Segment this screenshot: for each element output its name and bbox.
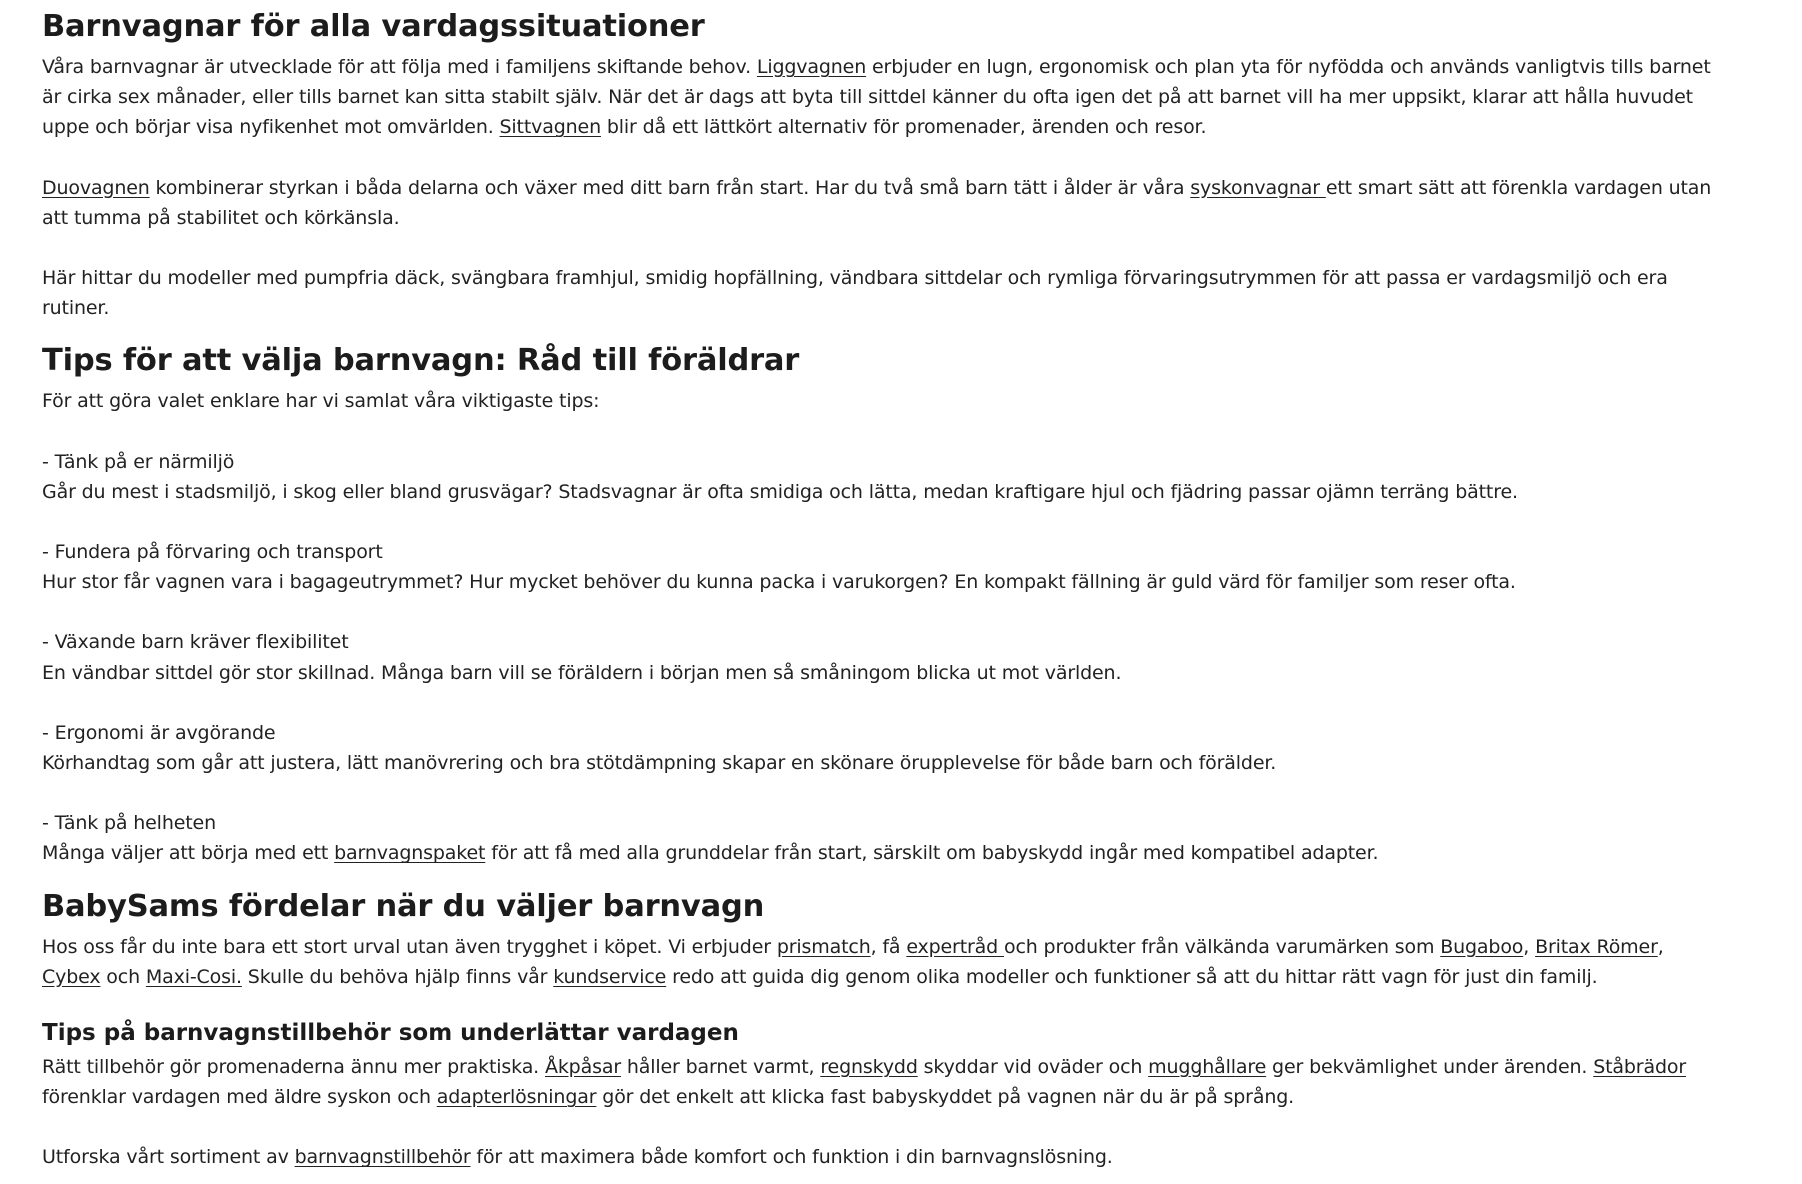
paragraph-intro: Våra barnvagnar är utvecklade för att följa med i familjens skiftande behov. Liggvagnen erbjuder en lugn, ergonomisk och plan yta för nyfödda och används vanligtvis tills barnet är cirka sex månader, eller tills barnet kan sitta stabilt själv. När det är dags att byta till sittdel känner du ofta igen det på att barnet vill ha mer uppsikt, klarar att hålla huvudet uppe och börjar visa nyfikenhet mot omvärlden. Sittvagnen blir då ett lättkört alternativ för promenader, ärenden och resor. xyxy=(42,56,1711,139)
link-barnvagnspaket[interactable]: barnvagnspaket xyxy=(334,842,486,865)
link-maxi-cosi[interactable]: Maxi-Cosi. xyxy=(145,965,242,988)
link-duovagnen[interactable]: Duovagnen xyxy=(42,176,150,199)
tips-intro: För att göra valet enklare har vi samlat våra viktigaste tips: xyxy=(42,390,600,413)
tip-text: Körhandtag som går att justera, lätt manövrering och bra stötdämpning skapar en skönare örupplevelse för både barn och förälder. xyxy=(42,752,1277,775)
link-cybex[interactable]: Cybex xyxy=(42,965,101,988)
link-liggvagnen[interactable]: Liggvagnen xyxy=(756,56,867,78)
paragraph-duovagn: Duovagnen kombinerar styrkan i båda delarna och växer med ditt barn från start. Har du två små barn tätt i ålder är våra syskonvagnar ett smart sätt att förenkla vardagen utan att tumma på stabilitet och körkänsla. xyxy=(42,176,1712,229)
link-britax-romer[interactable]: Britax Römer xyxy=(1535,935,1658,958)
link-mugghallare[interactable]: mugghållare xyxy=(1148,1056,1267,1079)
tip-title: - Fundera på förvaring och transport xyxy=(42,541,383,564)
paragraph-utforska: Utforska vårt sortiment av barnvagnstillbehör för att maximera både komfort och funktion i din barnvagnslösning. xyxy=(42,1146,1113,1169)
link-akpasar[interactable]: Åkpåsar xyxy=(544,1056,621,1079)
tip-title: - Tänk på er närmiljö xyxy=(42,450,235,473)
tip-text: Går du mest i stadsmiljö, i skog eller bland grusvägar? Stadsvagnar är ofta smidiga och lätta, medan kraftigare hjul och fjädring passar ojämn terräng bättre. xyxy=(42,480,1518,503)
link-syskonvagnar[interactable]: syskonvagnar xyxy=(1190,176,1326,199)
tip-text: Många väljer att börja med ett barnvagnspaket för att få med alla grunddelar från start, särskilt om babyskydd ingår med kompatibel adapter. xyxy=(42,842,1379,865)
link-prismatch[interactable]: prismatch xyxy=(776,935,871,958)
tip-title: - Tänk på helheten xyxy=(42,812,216,835)
paragraph-features: Här hittar du modeller med pumpfria däck, svängbara framhjul, smidig hopfällning, vändbara sittdelar och rymliga förvaringsutrymmen för att passa er vardagsmiljö och era rutiner. xyxy=(42,267,1668,320)
link-stabrador[interactable]: Ståbrädor xyxy=(1593,1056,1687,1079)
section-heading-tips: Tips för att välja barnvagn: Råd till föräldrar xyxy=(42,343,800,379)
tip-text: En vändbar sittdel gör stor skillnad. Många barn vill se föräldern i början men så småningom blicka ut mot världen. xyxy=(42,661,1122,684)
link-kundservice[interactable]: kundservice xyxy=(553,965,667,988)
tip-text: Hur stor får vagnen vara i bagageutrymmet? Hur mycket behöver du kunna packa i varukorgen? En kompakt fällning är guld värd för familjer som reser ofta. xyxy=(42,571,1516,594)
link-expertrad[interactable]: expertråd xyxy=(906,935,1004,958)
link-barnvagnstillbehor[interactable]: barnvagnstillbehör xyxy=(294,1146,471,1169)
paragraph-fordelar: Hos oss får du inte bara ett stort urval utan även trygghet i köpet. Vi erbjuder prismatch, få expertråd och produkter från välkända varumärken som Bugaboo, Britax Römer, Cybex och Maxi-Cosi. Skulle du behöva hjälp finns vår kundservice redo att guida dig genom olika modeller och funktioner så att du hittar rätt vagn för just din familj. xyxy=(42,935,1664,988)
link-adapterlosningar[interactable]: adapterlösningar xyxy=(436,1086,597,1109)
tip-title: - Växande barn kräver flexibilitet xyxy=(42,631,349,654)
link-regnskydd[interactable]: regnskydd xyxy=(820,1056,918,1079)
tip-title: - Ergonomi är avgörande xyxy=(42,721,276,744)
paragraph-tillbehor: Rätt tillbehör gör promenaderna ännu mer praktiska. Åkpåsar håller barnet varmt, regnskydd skyddar vid oväder och mugghållare ger bekvämlighet under ärenden. Ståbrädor förenklar vardagen med äldre syskon och adapterlösningar gör det enkelt att klicka fast babyskyddet på vagnen när du är på språng. xyxy=(42,1056,1687,1109)
link-bugaboo[interactable]: Bugaboo xyxy=(1440,935,1524,958)
section-heading-fordelar: BabySams fördelar när du väljer barnvagn xyxy=(42,888,765,924)
section-heading-barnvagnar: Barnvagnar för alla vardagssituationer xyxy=(42,9,705,44)
link-sittvagnen[interactable]: Sittvagnen xyxy=(499,116,601,139)
section-heading-tillbehor: Tips på barnvagnstillbehör som underlättar vardagen xyxy=(42,1020,739,1047)
